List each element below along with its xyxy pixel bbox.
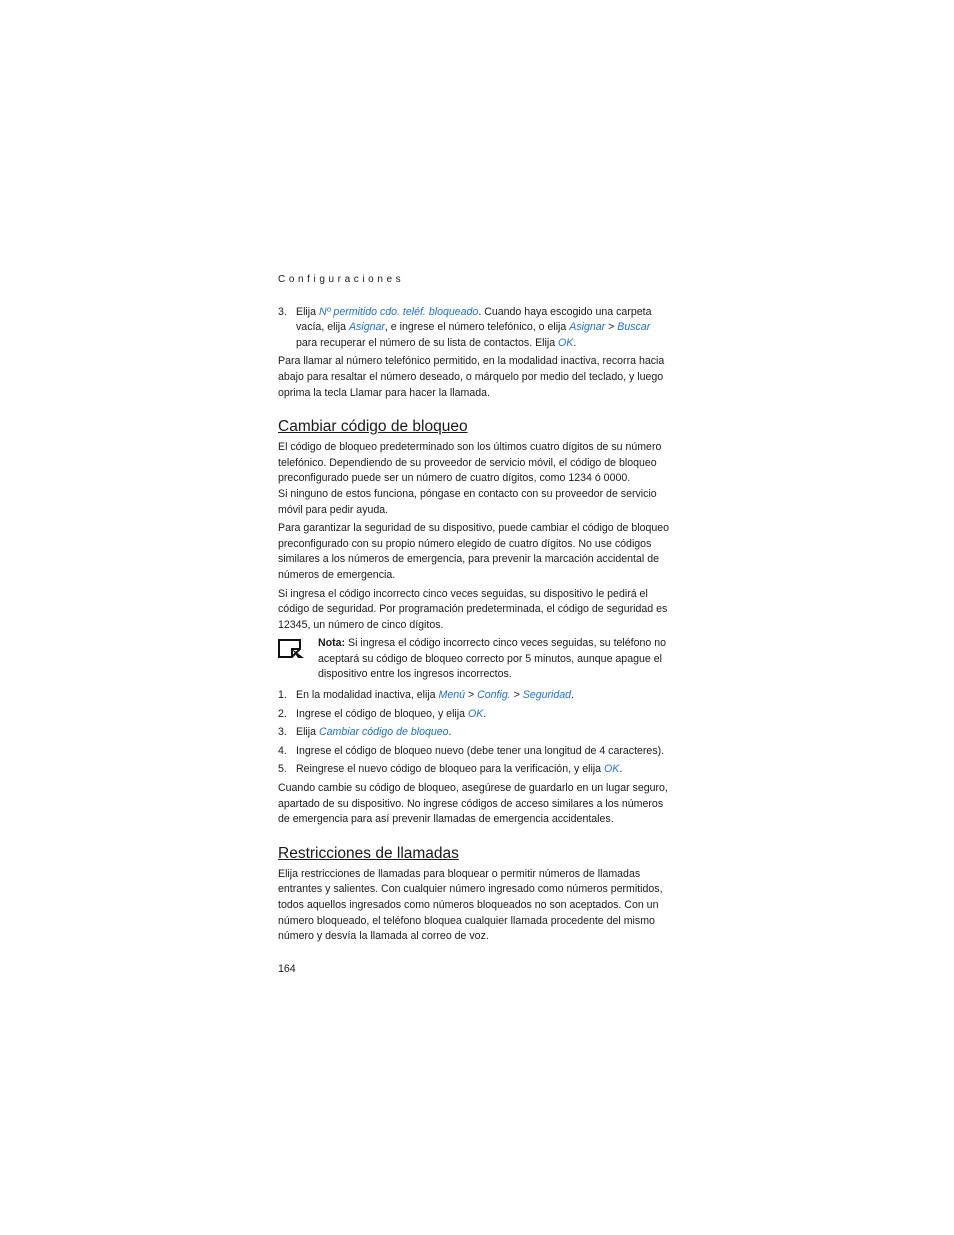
note-text (318, 636, 670, 683)
running-header: Configuraciones (278, 274, 405, 285)
menu-link-config[interactable]: Config. (477, 689, 511, 702)
menu-link-ok[interactable]: OK (604, 763, 620, 776)
list-number: 3. (278, 305, 287, 318)
text: El código de bloqueo predeterminado son los últimos cuatro dígitos de su número telefónico. Dependiendo de su proveedor de servicio móvil, el código de bloqueo preconfigurado puede ser un número de cuatro dígitos, como 1234 ó 0000. (278, 441, 662, 485)
list-number: 1. (278, 689, 287, 702)
section-title: Restricciones de llamadas (278, 844, 459, 862)
list-item (278, 688, 670, 704)
text: Elija (296, 305, 319, 318)
list-number: 4. (278, 744, 287, 757)
menu-link-assign[interactable]: Asignar (349, 321, 385, 334)
menu-link-search[interactable]: Buscar (617, 321, 651, 334)
note-box (278, 636, 670, 683)
list-number: 5. (278, 763, 287, 776)
text: . (619, 763, 623, 776)
text: Reingrese el nuevo código de bloqueo para la verificación, y elija (296, 763, 604, 776)
paragraph: Cuando cambie su código de bloqueo, asegúrese de guardarlo en un lugar seguro, apartado de su dispositivo. No ingrese códigos de acceso similares a los números de emergencia para así prevenir llamadas de emergencia accidentales. (278, 782, 668, 826)
list-text: Ingrese el código de bloqueo nuevo (debe tener una longitud de 4 caracteres). (296, 744, 665, 757)
menu-link-assign[interactable]: Asignar (569, 321, 606, 334)
menu-link-ok[interactable]: OK (558, 336, 574, 349)
page-number: 164 (278, 962, 296, 975)
text: En la modalidad inactiva, elija (296, 689, 439, 702)
list-number: 3. (278, 726, 287, 739)
menu-link-permitted-number[interactable]: Nº permitido cdo. teléf. bloqueado (318, 305, 479, 318)
paragraph: Para llamar al número telefónico permitido, en la modalidad inactiva, recorra hacia abajo para resaltar el número deseado, o márquelo por medio del teclado, y luego oprima la tecla Llamar para hacer la llamada. (278, 355, 665, 399)
separator: > (510, 689, 523, 702)
menu-link-security[interactable]: Seguridad (522, 689, 572, 702)
list-item (278, 725, 670, 741)
note-label: Nota: (318, 637, 346, 650)
list-text (296, 707, 670, 723)
text: Elija (296, 726, 319, 739)
paragraph: Para garantizar la seguridad de su dispositivo, puede cambiar el código de bloqueo preconfigurado con su propio número elegido de cuatro dígitos. No use códigos similares a los números de emergencia, para prevenir la marcación accidental de números de emergencia. (278, 522, 670, 581)
text: . (571, 689, 575, 702)
text: . Cuando haya escogido una carpeta vacía, elija (296, 305, 652, 334)
text: para recuperar el número de su lista de contactos. Elija (296, 336, 559, 349)
text: Ingrese el código de bloqueo, y elija (296, 707, 468, 720)
separator: > (465, 689, 478, 702)
list-item (278, 707, 670, 723)
text: Si ninguno de estos funciona, póngase en contacto con su proveedor de servicio móvil para pedir ayuda. (278, 487, 657, 516)
paragraph (278, 440, 670, 518)
list-text (296, 305, 670, 352)
list-text (296, 762, 670, 778)
list-item (278, 744, 670, 760)
note-icon (278, 636, 318, 683)
paragraph: Si ingresa el código incorrecto cinco veces seguidas, su dispositivo le pedirá el código de seguridad. Por programación predeterminada, el código de seguridad es 12345, un número de cinco dígitos. (278, 587, 668, 631)
menu-link-ok[interactable]: OK (467, 707, 484, 720)
menu-link-change-lock-code[interactable]: Cambiar código de bloqueo (318, 726, 449, 739)
list-item (278, 762, 670, 778)
text: , e ingrese el número telefónico, o elija (384, 321, 570, 334)
text: . (573, 336, 577, 349)
list-text (296, 688, 670, 704)
list-item (278, 305, 670, 352)
page-content (278, 272, 670, 977)
text: . (483, 707, 487, 720)
list-number: 2. (278, 707, 287, 720)
text: . (448, 726, 452, 739)
separator: > (605, 321, 618, 334)
list-text (296, 725, 670, 741)
menu-link-menu[interactable]: Menú (438, 689, 466, 702)
text: Si ingresa el código incorrecto cinco veces seguidas, su teléfono no aceptará su código de bloqueo correcto por 5 minutos, aunque apague el dispositivo entre los ingresos incorrectos. (318, 637, 667, 681)
section-title: Cambiar código de bloqueo (278, 418, 468, 436)
paragraph: Elija restricciones de llamadas para bloquear o permitir números de llamadas entrantes y salientes. Con cualquier número ingresado como números permitidos, todos aquellos ingresados como números bloqueados no son aceptados. Con un número bloqueado, el teléfono bloquea cualquier llamada procedente del mismo número y desvía la llamada al correo de voz. (278, 867, 663, 943)
